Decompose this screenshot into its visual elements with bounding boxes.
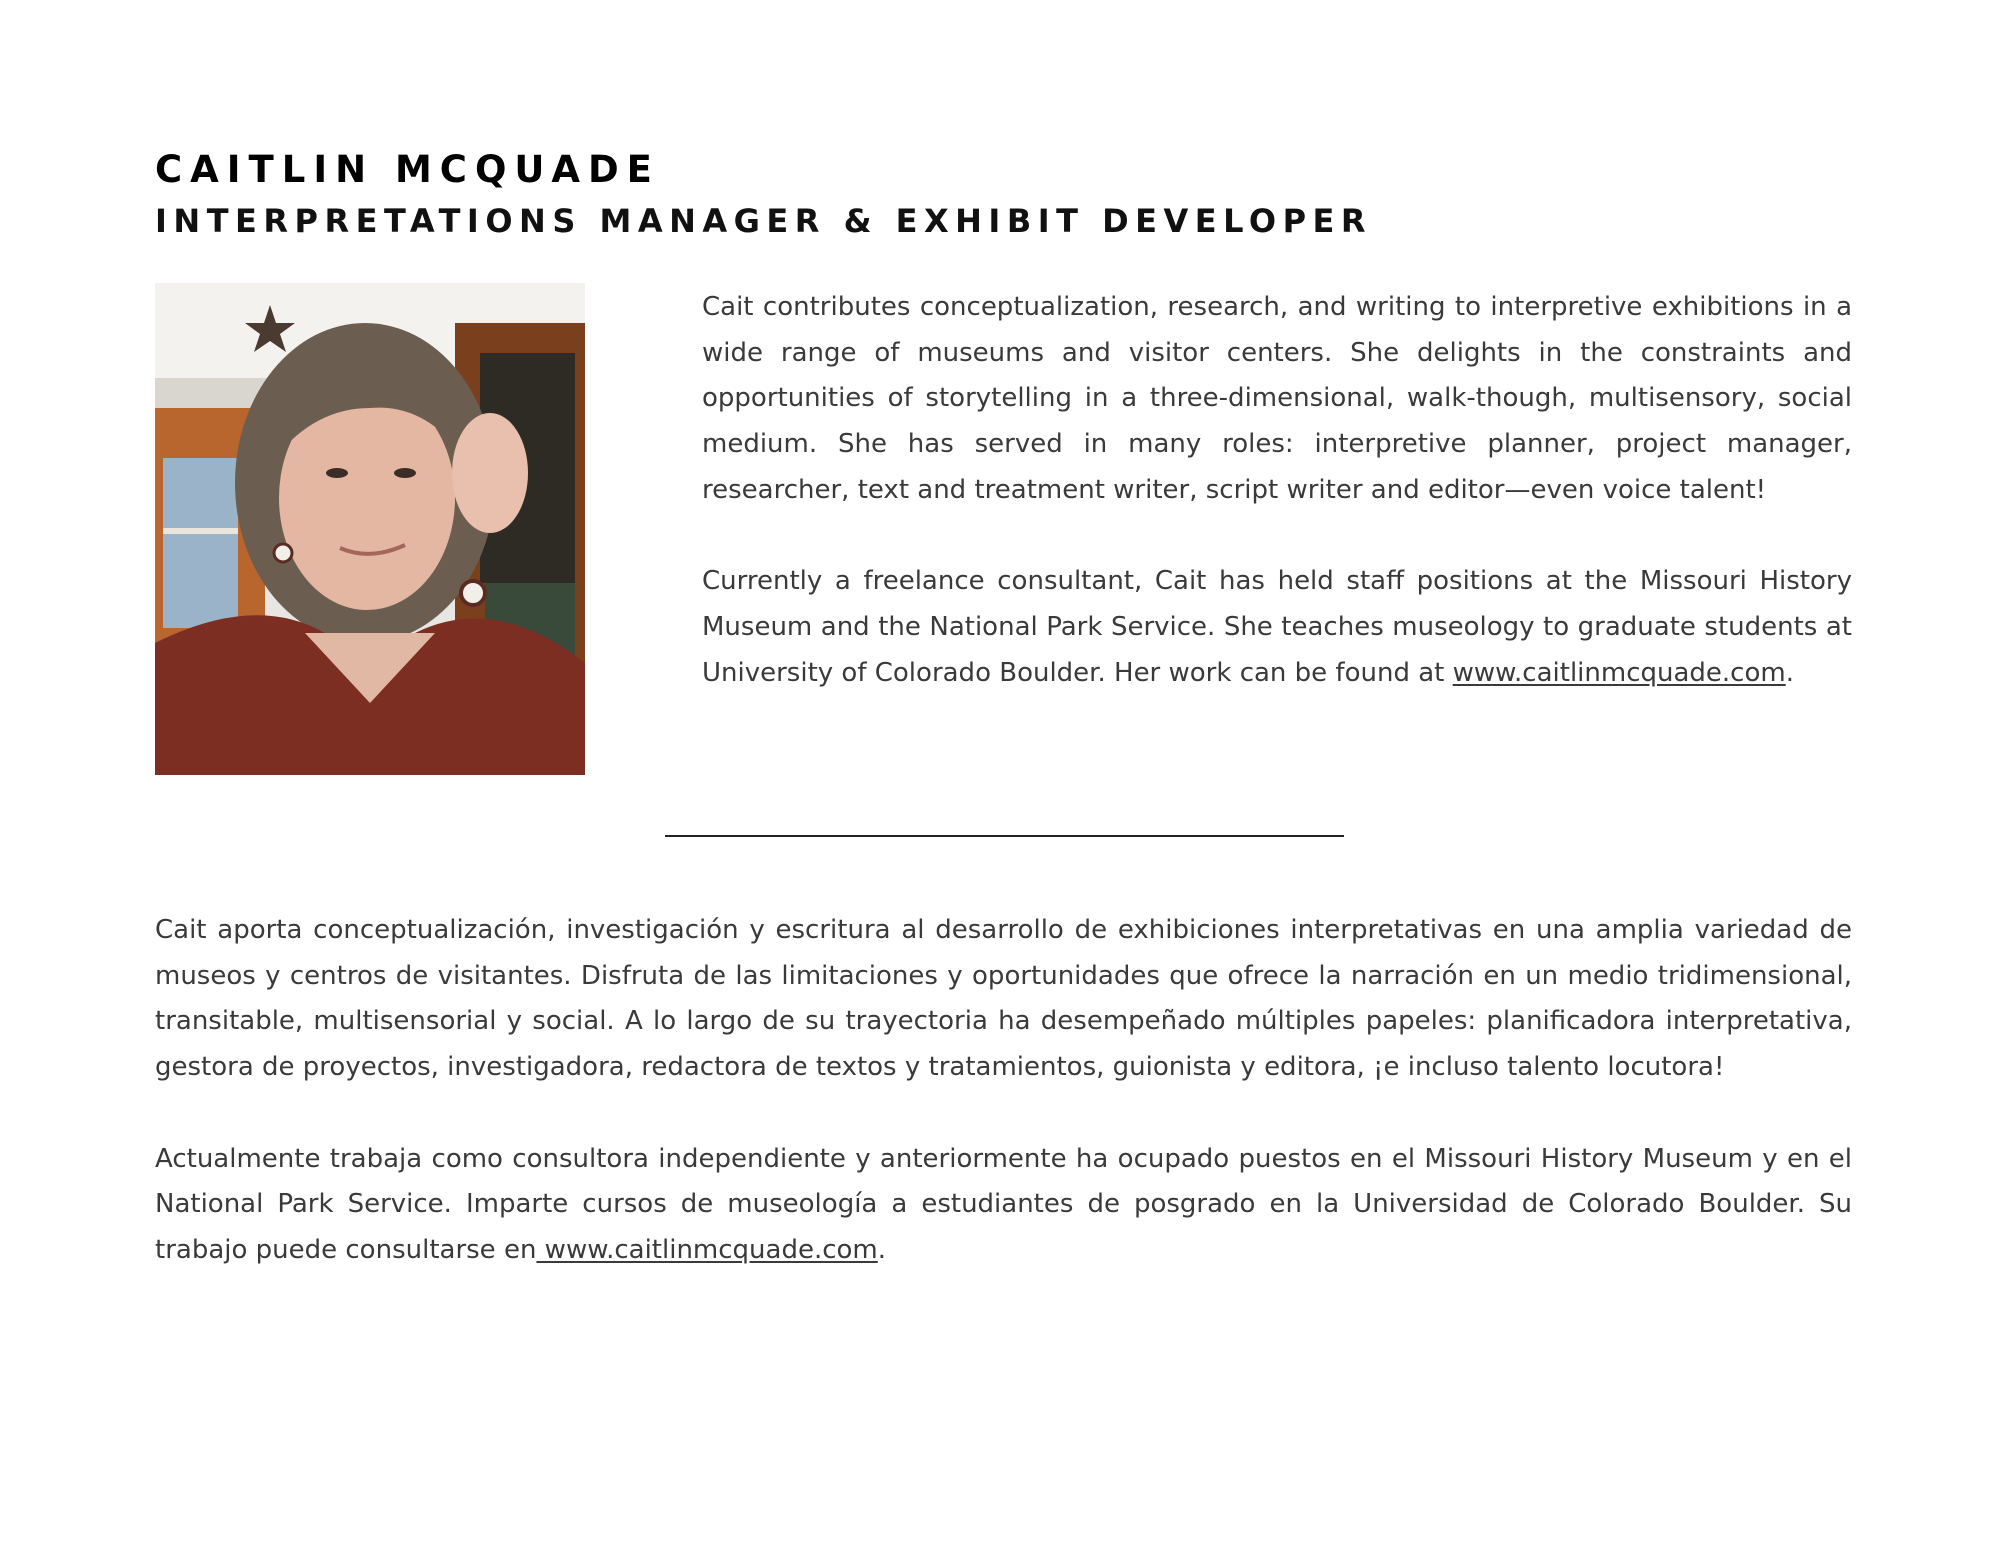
bio-spanish-paragraph-1: Cait aporta conceptualización, investigación y escritura al desarrollo de exhibiciones interpretativas en una amplia variedad de museos y centros de visitantes. Disfruta de las limitaciones y oportunidades que ofrece la narración en un medio tridimensional, transitable, multisensorial y social. A lo largo de su trayectoria ha desempeñado múltiples papeles: planificadora interpretativa, gestora de proyectos, investigadora, redactora de textos y tratamientos, guionista y editora, ¡e incluso talento locutora! — [155, 915, 1852, 1083]
section-divider — [665, 835, 1344, 837]
bio-english-paragraph-1: Cait contributes conceptualization, research, and writing to interpretive exhibitions in a wide range of museums and visitor centers. She delights in the constraints and opportunities of storytelling in a three-dimensional, walk-though, multisensory, social medium. She has served in many roles: interpretive planner, project manager, researcher, text and treatment writer, script writer and editor—even voice talent! — [702, 292, 1852, 505]
period: . — [1785, 657, 1794, 688]
bio-english — [702, 285, 1852, 742]
bio-spanish — [155, 908, 1852, 1319]
bio-spanish-paragraph-2-text: Actualmente trabaja como consultora independiente y anteriormente ha ocupado puestos en el Missouri History Museum y en el National Park Service. Imparte cursos de museología a estudiantes de posgrado en la Universidad de Colorado Boulder. Su trabajo puede consultarse en — [155, 1143, 1852, 1265]
website-link-es[interactable]: www.caitlinmcquade.com — [536, 1234, 878, 1265]
portrait-image — [155, 283, 585, 775]
bio-english-paragraph-2-text: Currently a freelance consultant, Cait has held staff positions at the Missouri History Museum and the National Park Service. She teaches museology to graduate students at University of Colorado Boulder. Her work can be found at — [702, 566, 1852, 688]
website-link-en[interactable]: www.caitlinmcquade.com — [1452, 657, 1786, 688]
person-name: CAITLIN MCQUADE — [155, 148, 660, 191]
job-title: INTERPRETATIONS MANAGER & EXHIBIT DEVELOPER — [155, 202, 1373, 240]
bio-english-paragraph-2 — [702, 559, 1852, 696]
period: . — [877, 1234, 887, 1265]
portrait-photo — [155, 283, 585, 775]
bio-spanish-paragraph-2 — [155, 1137, 1852, 1274]
